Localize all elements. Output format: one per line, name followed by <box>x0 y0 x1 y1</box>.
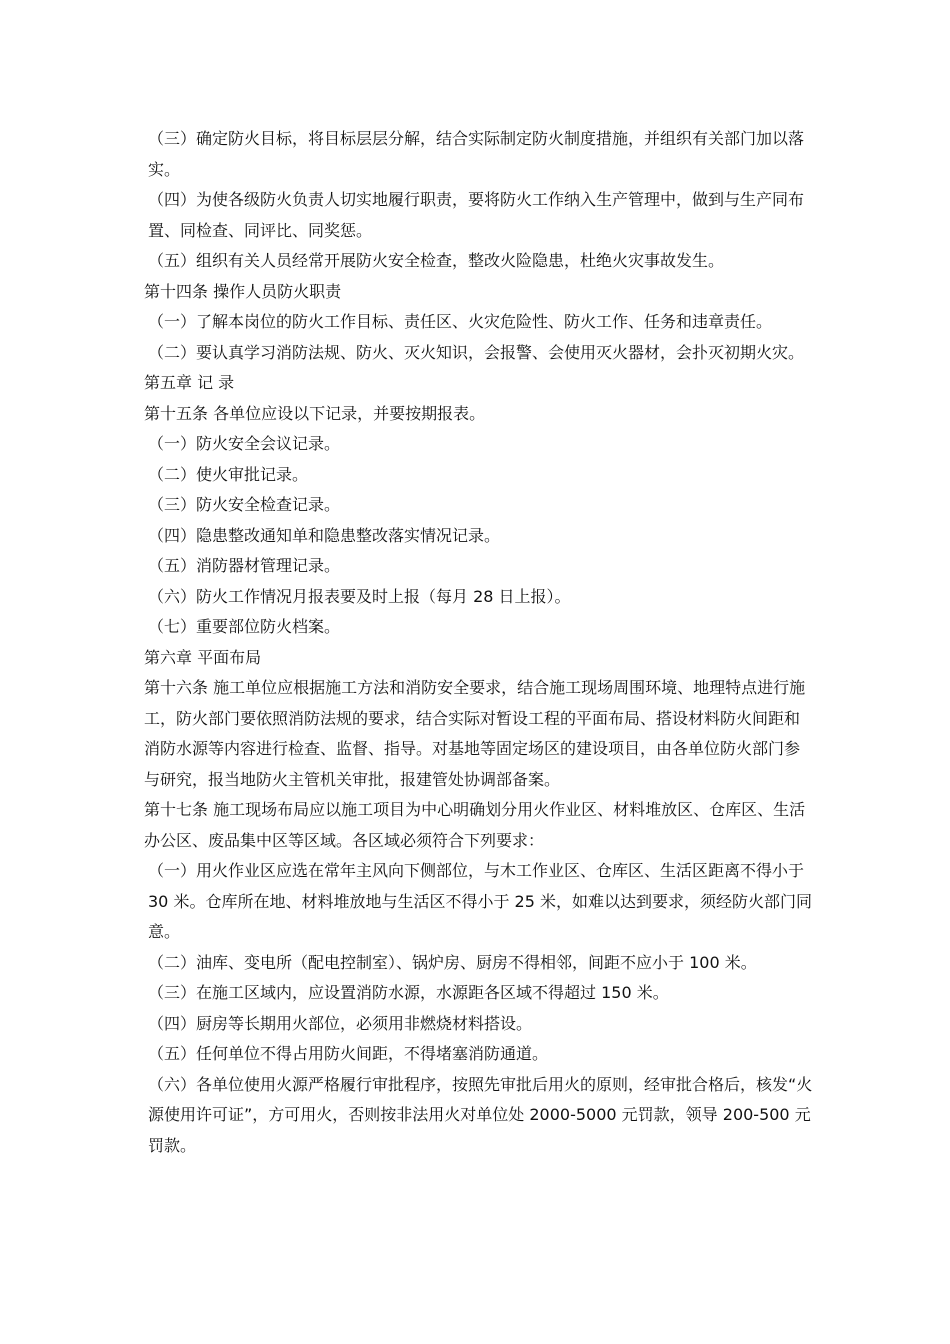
chapter-heading: 第六章 平面布局 <box>144 647 262 667</box>
record-item: （七）重要部位防火档案。 <box>148 617 341 636</box>
record-item: （六）防火工作情况月报表要及时上报（每月 28 日上报）。 <box>148 586 571 606</box>
document-body <box>144 124 814 1161</box>
paragraph-item: （五）任何单位不得占用防火间距，不得堵塞消防通道。 <box>148 1044 549 1063</box>
paragraph-item: （三）在施工区域内，应设置消防水源，水源距各区域不得超过 150 米。 <box>148 983 669 1002</box>
record-item: （四）隐患整改通知单和隐患整改落实情况记录。 <box>148 525 501 545</box>
article-paragraph: 第十六条 施工单位应根据施工方法和消防安全要求，结合施工现场周围环境、地理特点进行施工，防火部门要依照消防法规的要求，结合实际对暂设工程的平面布局、搭设材料防火间距和消防水源等内容进行检查、监督、指导。对基地等固定场区的建设项目，由各单位防火部门参与研究，报当地防火主管机关审批，报建管处协调部备案。 <box>144 678 806 789</box>
paragraph-item: （四）厨房等长期用火部位，必须用非燃烧材料搭设。 <box>148 1013 533 1033</box>
paragraph-item: （二）油库、变电所（配电控制室）、锅炉房、厨房不得相邻，间距不应小于 100 米。 <box>148 952 757 972</box>
paragraph-item: （四）为使各级防火负责人切实地履行职责，要将防火工作纳入生产管理中，做到与生产同布置、同检查、同评比、同奖惩。 <box>148 190 805 240</box>
paragraph-item: （三）确定防火目标，将目标层层分解，结合实际制定防火制度措施，并组织有关部门加以落实。 <box>148 129 805 179</box>
record-item: （一）防火安全会议记录。 <box>148 434 341 453</box>
article-heading: 第十五条 各单位应设以下记录，并要按期报表。 <box>144 403 486 423</box>
paragraph-item: （一）了解本岗位的防火工作目标、责任区、火灾危险性、防火工作、任务和违章责任。 <box>148 312 773 331</box>
record-item: （二）使火审批记录。 <box>148 464 309 484</box>
article-paragraph: 第十七条 施工现场布局应以施工项目为中心明确划分用火作业区、材料堆放区、仓库区、生活办公区、废品集中区等区域。各区域必须符合下列要求： <box>144 800 806 850</box>
chapter-heading: 第五章 记 录 <box>144 373 235 392</box>
paragraph-item: （二）要认真学习消防法规、防火、灭火知识，会报警、会使用灭火器材，会扑灭初期火灾。 <box>148 342 805 362</box>
paragraph-item: （一）用火作业区应选在常年主风向下侧部位，与木工作业区、仓库区、生活区距离不得小于 30 米。仓库所在地、材料堆放地与生活区不得小于 25 米，如难以达到要求，须经防火部门同意。 <box>148 861 812 941</box>
record-item: （三）防火安全检查记录。 <box>148 495 341 514</box>
paragraph-item: （五）组织有关人员经常开展防火安全检查，整改火险隐患，杜绝火灾事故发生。 <box>148 251 725 270</box>
record-item: （五）消防器材管理记录。 <box>148 556 341 575</box>
paragraph-item: （六）各单位使用火源严格履行审批程序，按照先审批后用火的原则，经审批合格后，核发“火源使用许可证”，方可用火，否则按非法用火对单位处 2000-5000 元罚款，领导 200-500 元罚款。 <box>148 1074 813 1155</box>
article-heading: 第十四条 操作人员防火职责 <box>144 281 342 301</box>
